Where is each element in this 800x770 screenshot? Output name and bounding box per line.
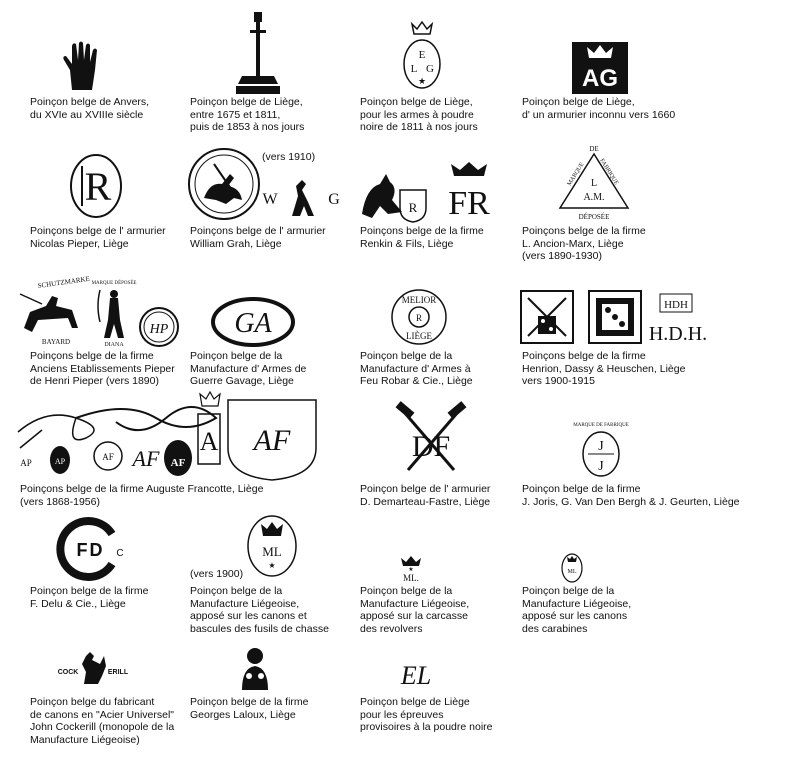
marque-deposee-label: MARQUE DÉPOSÉE: [91, 281, 137, 286]
svg-text:★: ★: [417, 76, 427, 86]
francotte-ap: AP: [20, 458, 32, 468]
svg-text:★: ★: [268, 561, 276, 570]
george-dragon-seal-icon: [186, 146, 262, 222]
hdh-letters-icon: [648, 292, 708, 346]
diana-label: DIANA: [104, 342, 124, 348]
svg-text:R: R: [408, 200, 418, 215]
svg-text:AF: AF: [102, 452, 114, 462]
renkin-letters: FR: [448, 185, 490, 222]
bayard-label: BAYARD: [41, 338, 71, 346]
pieper-monogram-icon: [68, 152, 124, 220]
caption-joris: Poinçon belge de la firme J. Joris, G. Van Den Bergh & J. Geurten, Liège: [522, 483, 740, 508]
ancion-l: L: [590, 178, 598, 189]
caption-laloux: Poinçon belge de la firme Georges Laloux, Liège: [190, 696, 309, 721]
grah-g: G: [328, 191, 340, 208]
caption-liege-1675: Poinçon belge de Liège, entre 1675 et 1811, puis de 1853 à nos jours: [190, 96, 305, 134]
svg-text:MARQUE DE FABRIQUE: MARQUE DE FABRIQUE: [573, 423, 629, 428]
caption-pieper: Poinçons belge de l' armurier Nicolas Pieper, Liège: [30, 225, 166, 250]
perron-column-icon: [236, 10, 280, 96]
svg-text:★: ★: [408, 567, 414, 573]
elg-right-letter: G: [426, 63, 434, 75]
demarteau-hammers-icon: [394, 404, 468, 474]
hpc-monogram-icon: [138, 306, 180, 348]
caption-ancion: Poinçons belge de la firme L. Ancion-Marx, Liège (vers 1890-1930): [522, 225, 646, 263]
grah-w: W: [262, 191, 278, 208]
hdh-small-letters: HDH: [664, 299, 688, 311]
laloux-bust-icon: [238, 646, 272, 692]
liege-label: LIÈGE: [406, 331, 432, 341]
grah-w-g-mark-icon: [262, 166, 342, 220]
francotte-marks-icon: [16, 388, 328, 482]
fdc-c: C: [116, 548, 124, 559]
hdh-large-letters: H.D.H.: [648, 323, 708, 345]
caption-ml-canons: Poinçon belge de la Manufacture Liégeoise, apposé sur les canons et bascules des fusils de chasse: [190, 585, 329, 635]
melior-label: MELIOR: [401, 295, 437, 305]
caption-robar: Poinçon belge de la Manufacture d' Armes à Feu Robar & Cie., Liège: [360, 350, 473, 388]
svg-text:GA: GA: [234, 308, 272, 339]
cockerill-erill: ERILL: [107, 669, 129, 676]
fdc-f: F: [76, 540, 88, 560]
ml-dot-letters: ML.: [403, 573, 419, 583]
caption-anvers: Poinçon belge de Anvers, du XVIe au XVIIIe siècle: [30, 96, 150, 121]
bayard-knight-icon: [16, 276, 92, 348]
svg-text:DF: DF: [411, 430, 451, 463]
ancion-am: A.M.: [583, 192, 605, 203]
ancion-triangle-icon: [556, 142, 632, 222]
svg-text:HP: HP: [149, 322, 169, 337]
caption-delu: Poinçon belge de la firme F. Delu & Cie., Liège: [30, 585, 149, 610]
ml-small-crown-icon: [394, 556, 428, 582]
el-letters: EL: [400, 661, 432, 690]
joris-jj-oval-icon: [573, 418, 629, 480]
ancion-fabrique: FABRIQUE: [598, 157, 620, 187]
francotte-af: AF: [170, 457, 186, 469]
ml-small-oval-icon: [560, 552, 584, 584]
caption-grah: Poinçons belge de l' armurier William Grah, Liège: [190, 225, 326, 250]
melior-liege-seal-icon: [390, 288, 448, 346]
cockerill-cock: COCK: [57, 669, 79, 676]
caption-henri-pieper: Poinçons belge de la firme Anciens Etablissements Pieper de Henri Pieper (vers 1890): [30, 350, 175, 388]
svg-text:R: R: [415, 313, 423, 323]
caption-henrion: Poinçons belge de la firme Henrion, Dassy & Heuschen, Liège vers 1900-1915: [522, 350, 686, 388]
hdh-axes-die-icon: [520, 290, 574, 344]
ag-crowned-block-icon: [572, 42, 628, 94]
svg-text:AP: AP: [54, 457, 66, 466]
caption-liege-poudre-noire: Poinçon belge de Liège, pour les armes à poudre noire de 1811 à nos jours: [360, 96, 478, 134]
elg-crowned-oval-icon: [400, 20, 444, 92]
caption-ml-carabines: Poinçon belge de la Manufacture Liégeoise, apposé sur les canons des carabines: [522, 585, 632, 635]
fdc-circle-icon: [56, 518, 128, 580]
ancion-deposee: DÉPOSÉE: [578, 213, 610, 221]
svg-text:AF: AF: [253, 424, 291, 457]
elg-top-letter: E: [418, 49, 426, 61]
caption-renkin: Poinçons belge de la firme Renkin & Fils, Liège: [360, 225, 484, 250]
caption-epreuves: Poinçon belge de Liège pour les épreuves provisoires à la poudre noire: [360, 696, 493, 734]
schutzmarke-label: SCHUTZMARKE: [37, 274, 91, 290]
caption-liege-ag: Poinçon belge de Liège, d' un armurier inconnu vers 1660: [522, 96, 676, 121]
cockerill-rooster-icon: [56, 650, 130, 688]
ancion-de: DE: [589, 145, 599, 153]
ml-oval-letters: ML: [262, 544, 282, 559]
fdc-d: D: [89, 540, 103, 560]
renkin-lion-shield-icon: [358, 170, 430, 224]
diana-huntress-icon: [92, 276, 136, 348]
caption-gavage: Poinçon belge de la Manufacture d' Armes de Guerre Gavage, Liège: [190, 350, 307, 388]
renkin-crowned-fr-icon: [446, 160, 492, 222]
ml-date-note: (vers 1900): [190, 568, 244, 580]
caption-francotte: Poinçons belge de la firme Auguste Francotte, Liège (vers 1868-1956): [20, 483, 264, 508]
gavage-oval-monogram-icon: [210, 296, 296, 348]
pieper-letter: R: [84, 164, 112, 209]
ancion-marque: MARQUE: [566, 161, 586, 188]
caption-ml-revolvers: Poinçon belge de la Manufacture Liégeoise, apposé sur la carcasse des revolvers: [360, 585, 470, 635]
el-monogram-icon: [396, 656, 436, 692]
grah-date-note: (vers 1910): [262, 151, 316, 163]
svg-text:A: A: [199, 427, 219, 456]
elg-left-letter: L: [410, 63, 418, 75]
ml-crowned-oval-icon: [246, 514, 298, 578]
ag-letters: AG: [582, 65, 618, 92]
hdh-die-icon: [588, 290, 642, 344]
caption-cockerill: Poinçon belge du fabricant de canons en "Acier Universel" John Cockerill (monopole de la Manufacture Liégeoise): [30, 696, 175, 746]
joris-j-top: J: [598, 439, 604, 454]
joris-j-bottom: J: [598, 459, 604, 474]
hand-icon: [60, 40, 106, 92]
svg-text:ML: ML: [567, 569, 577, 575]
caption-demarteau: Poinçon belge de l' armurier D. Demarteau-Fastre, Liège: [360, 483, 491, 508]
svg-text:AF: AF: [132, 446, 160, 471]
